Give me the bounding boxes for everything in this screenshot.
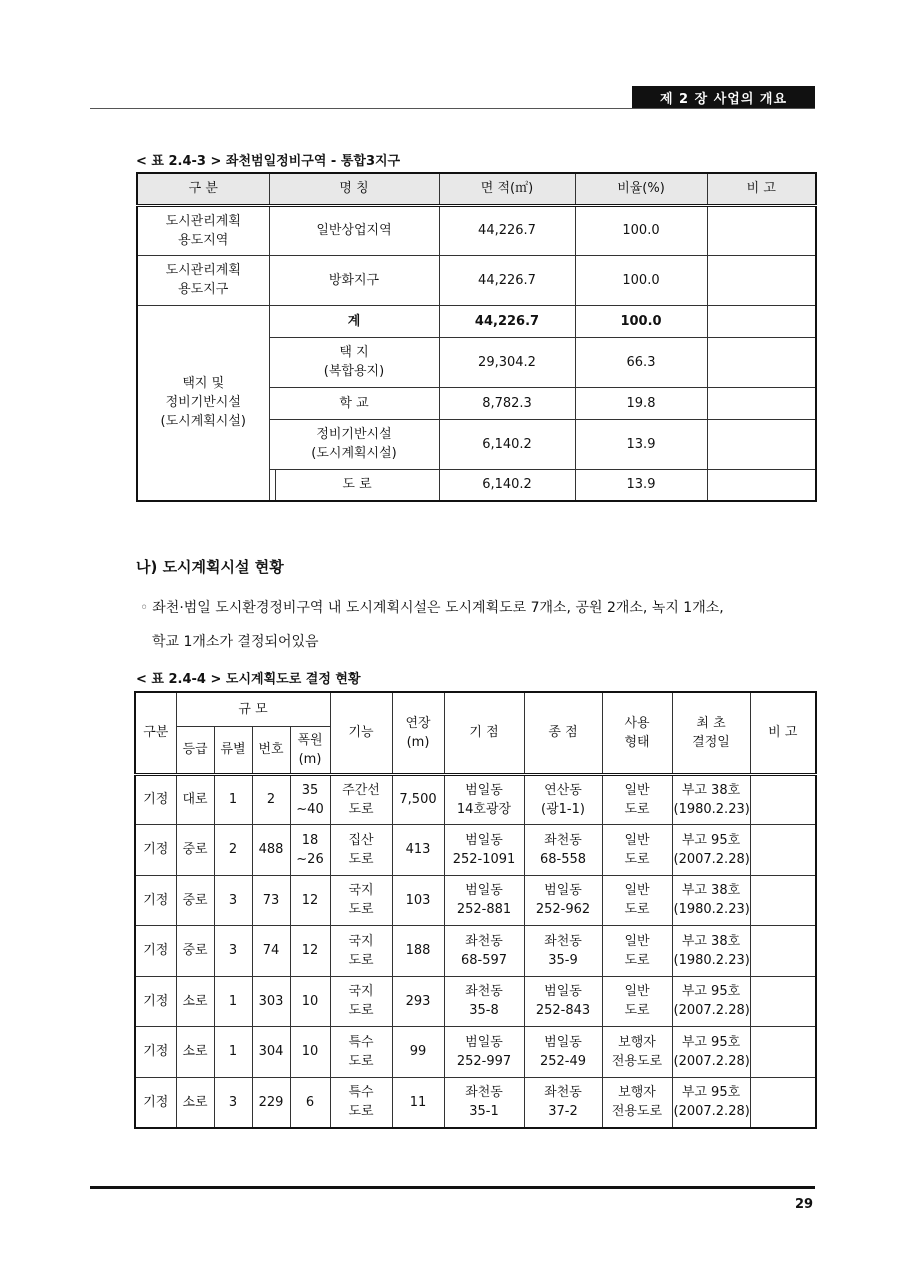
header-cell: 명 칭 — [269, 173, 439, 205]
header-divider — [90, 108, 815, 109]
note-cell — [707, 255, 816, 305]
start-cell: 좌천동 68-597 — [444, 926, 524, 977]
area-cell: 44,226.7 — [439, 305, 575, 337]
end-cell: 좌천동 37-2 — [524, 1077, 602, 1128]
first-cell: 부고 38호 (1980.2.23) — [672, 926, 750, 977]
area-cell: 44,226.7 — [439, 205, 575, 255]
bullet-icon: ◦ — [140, 600, 149, 616]
gubun-cell: 기정 — [135, 1027, 176, 1078]
note-cell — [750, 774, 816, 825]
bullet-paragraph — [140, 597, 820, 617]
table1-caption: < 표 2.4-3 > 좌천범일정비구역 - 통합3지구 — [136, 154, 401, 169]
header-cell: 구 분 — [137, 173, 269, 205]
width-cell: 10 — [290, 1027, 330, 1078]
header-cell: 번호 — [252, 726, 290, 774]
length-cell: 293 — [392, 976, 444, 1027]
table-row — [135, 976, 816, 1027]
no-cell: 304 — [252, 1027, 290, 1078]
table-row — [135, 825, 816, 876]
gubun-cell: 기정 — [135, 774, 176, 825]
type-cell: 3 — [214, 1077, 252, 1128]
start-cell: 범일동 252-1091 — [444, 825, 524, 876]
width-cell: 35 ~40 — [290, 774, 330, 825]
roads-table — [134, 691, 817, 1129]
area-cell: 44,226.7 — [439, 255, 575, 305]
grade-cell: 중로 — [176, 875, 214, 926]
usage-cell: 일반 도로 — [602, 774, 672, 825]
end-cell: 범일동 252-843 — [524, 976, 602, 1027]
header-cell: 연장 (m) — [392, 692, 444, 774]
width-cell: 12 — [290, 875, 330, 926]
length-cell: 188 — [392, 926, 444, 977]
type-cell: 3 — [214, 875, 252, 926]
table-row — [135, 1077, 816, 1128]
type-cell: 1 — [214, 976, 252, 1027]
grade-cell: 중로 — [176, 825, 214, 876]
table2-header-row — [135, 692, 816, 726]
first-cell: 부고 95호 (2007.2.28) — [672, 1027, 750, 1078]
name-cell: 계 — [269, 305, 439, 337]
func-cell: 집산 도로 — [330, 825, 392, 876]
ratio-cell: 13.9 — [575, 469, 707, 501]
header-cell: 기능 — [330, 692, 392, 774]
ratio-cell: 100.0 — [575, 255, 707, 305]
page-number: 29 — [795, 1197, 814, 1212]
table-row — [137, 305, 816, 337]
footer-divider — [90, 1186, 815, 1189]
type-cell: 1 — [214, 774, 252, 825]
length-cell: 103 — [392, 875, 444, 926]
no-cell: 488 — [252, 825, 290, 876]
usage-cell: 일반 도로 — [602, 976, 672, 1027]
func-cell: 국지 도로 — [330, 875, 392, 926]
group-cell: 도시관리계획 용도지역 — [137, 205, 269, 255]
area-cell: 29,304.2 — [439, 337, 575, 387]
func-cell: 특수 도로 — [330, 1027, 392, 1078]
type-cell: 3 — [214, 926, 252, 977]
chapter-tag: 제 2 장 사업의 개요 — [632, 86, 815, 109]
start-cell: 범일동 14호광장 — [444, 774, 524, 825]
bullet-continuation: 학교 1개소가 결정되어있음 — [152, 634, 319, 650]
width-cell: 12 — [290, 926, 330, 977]
note-cell — [750, 976, 816, 1027]
bullet-text: 좌천·범일 도시환경정비구역 내 도시계획시설은 도시계획도로 7개소, 공원 2개소, 녹지 1개소, — [152, 600, 724, 616]
func-cell: 국지 도로 — [330, 976, 392, 1027]
length-cell: 99 — [392, 1027, 444, 1078]
end-cell: 범일동 252-49 — [524, 1027, 602, 1078]
name-cell: 정비기반시설 (도시계획시설) — [269, 419, 439, 469]
length-cell: 7,500 — [392, 774, 444, 825]
name-cell: 일반상업지역 — [269, 205, 439, 255]
ratio-cell: 13.9 — [575, 419, 707, 469]
grade-cell: 소로 — [176, 976, 214, 1027]
name-cell: 방화지구 — [269, 255, 439, 305]
note-cell — [707, 387, 816, 419]
table-row — [135, 875, 816, 926]
end-cell: 범일동 252-962 — [524, 875, 602, 926]
grade-cell: 소로 — [176, 1077, 214, 1128]
table-row — [137, 205, 816, 255]
first-cell: 부고 95호 (2007.2.28) — [672, 976, 750, 1027]
width-cell: 6 — [290, 1077, 330, 1128]
header-cell: 규 모 — [176, 692, 330, 726]
no-cell: 73 — [252, 875, 290, 926]
first-cell: 부고 95호 (2007.2.28) — [672, 825, 750, 876]
note-cell — [707, 337, 816, 387]
table-row — [135, 774, 816, 825]
name-cell: 학 교 — [269, 387, 439, 419]
header-cell: 종 점 — [524, 692, 602, 774]
end-cell: 좌천동 35-9 — [524, 926, 602, 977]
start-cell: 좌천동 35-1 — [444, 1077, 524, 1128]
end-cell: 좌천동 68-558 — [524, 825, 602, 876]
gubun-cell: 기정 — [135, 825, 176, 876]
zoning-table — [136, 172, 817, 502]
ratio-cell: 19.8 — [575, 387, 707, 419]
type-cell: 2 — [214, 825, 252, 876]
no-cell: 229 — [252, 1077, 290, 1128]
usage-cell: 보행자 전용도로 — [602, 1077, 672, 1128]
start-cell: 좌천동 35-8 — [444, 976, 524, 1027]
note-cell — [750, 875, 816, 926]
length-cell: 11 — [392, 1077, 444, 1128]
type-cell: 1 — [214, 1027, 252, 1078]
header-cell: 기 점 — [444, 692, 524, 774]
header-cell: 구분 — [135, 692, 176, 774]
gubun-cell: 기정 — [135, 1077, 176, 1128]
name-cell: 택 지 (복합용지) — [269, 337, 439, 387]
group-cell: 택지 및 정비기반시설 (도시계획시설) — [137, 305, 269, 501]
gubun-cell: 기정 — [135, 875, 176, 926]
header-cell: 비 고 — [707, 173, 816, 205]
area-cell: 6,140.2 — [439, 419, 575, 469]
usage-cell: 일반 도로 — [602, 825, 672, 876]
no-cell: 74 — [252, 926, 290, 977]
end-cell: 연산동 (광1-1) — [524, 774, 602, 825]
no-cell: 303 — [252, 976, 290, 1027]
header-cell: 면 적(㎡) — [439, 173, 575, 205]
func-cell: 특수 도로 — [330, 1077, 392, 1128]
gubun-cell: 기정 — [135, 976, 176, 1027]
area-cell: 6,140.2 — [439, 469, 575, 501]
table-row — [137, 255, 816, 305]
note-cell — [707, 469, 816, 501]
table-row — [135, 1027, 816, 1078]
note-cell — [750, 825, 816, 876]
section-title: 나) 도시계획시설 현황 — [136, 558, 284, 576]
note-cell — [707, 305, 816, 337]
ratio-cell: 66.3 — [575, 337, 707, 387]
usage-cell: 일반 도로 — [602, 875, 672, 926]
ratio-cell: 100.0 — [575, 305, 707, 337]
header-cell: 비율(%) — [575, 173, 707, 205]
group-cell: 도시관리계획 용도지구 — [137, 255, 269, 305]
start-cell: 범일동 252-881 — [444, 875, 524, 926]
no-cell: 2 — [252, 774, 290, 825]
table2-caption: < 표 2.4-4 > 도시계획도로 결정 현황 — [136, 672, 361, 687]
table-row — [135, 926, 816, 977]
ratio-cell: 100.0 — [575, 205, 707, 255]
func-cell: 국지 도로 — [330, 926, 392, 977]
first-cell: 부고 95호 (2007.2.28) — [672, 1077, 750, 1128]
length-cell: 413 — [392, 825, 444, 876]
header-cell: 폭원 (m) — [290, 726, 330, 774]
width-cell: 18 ~26 — [290, 825, 330, 876]
header-cell: 비 고 — [750, 692, 816, 774]
header-cell: 등급 — [176, 726, 214, 774]
first-cell: 부고 38호 (1980.2.23) — [672, 875, 750, 926]
name-cell: 도 로 — [275, 469, 439, 501]
gubun-cell: 기정 — [135, 926, 176, 977]
header-cell: 최 초 결정일 — [672, 692, 750, 774]
first-cell: 부고 38호 (1980.2.23) — [672, 774, 750, 825]
note-cell — [707, 205, 816, 255]
note-cell — [750, 926, 816, 977]
area-cell: 8,782.3 — [439, 387, 575, 419]
note-cell — [707, 419, 816, 469]
note-cell — [750, 1027, 816, 1078]
usage-cell: 일반 도로 — [602, 926, 672, 977]
grade-cell: 대로 — [176, 774, 214, 825]
note-cell — [750, 1077, 816, 1128]
header-cell: 사용 형태 — [602, 692, 672, 774]
grade-cell: 중로 — [176, 926, 214, 977]
usage-cell: 보행자 전용도로 — [602, 1027, 672, 1078]
func-cell: 주간선 도로 — [330, 774, 392, 825]
table1-header-row — [137, 173, 816, 205]
width-cell: 10 — [290, 976, 330, 1027]
header-cell: 류별 — [214, 726, 252, 774]
start-cell: 범일동 252-997 — [444, 1027, 524, 1078]
grade-cell: 소로 — [176, 1027, 214, 1078]
